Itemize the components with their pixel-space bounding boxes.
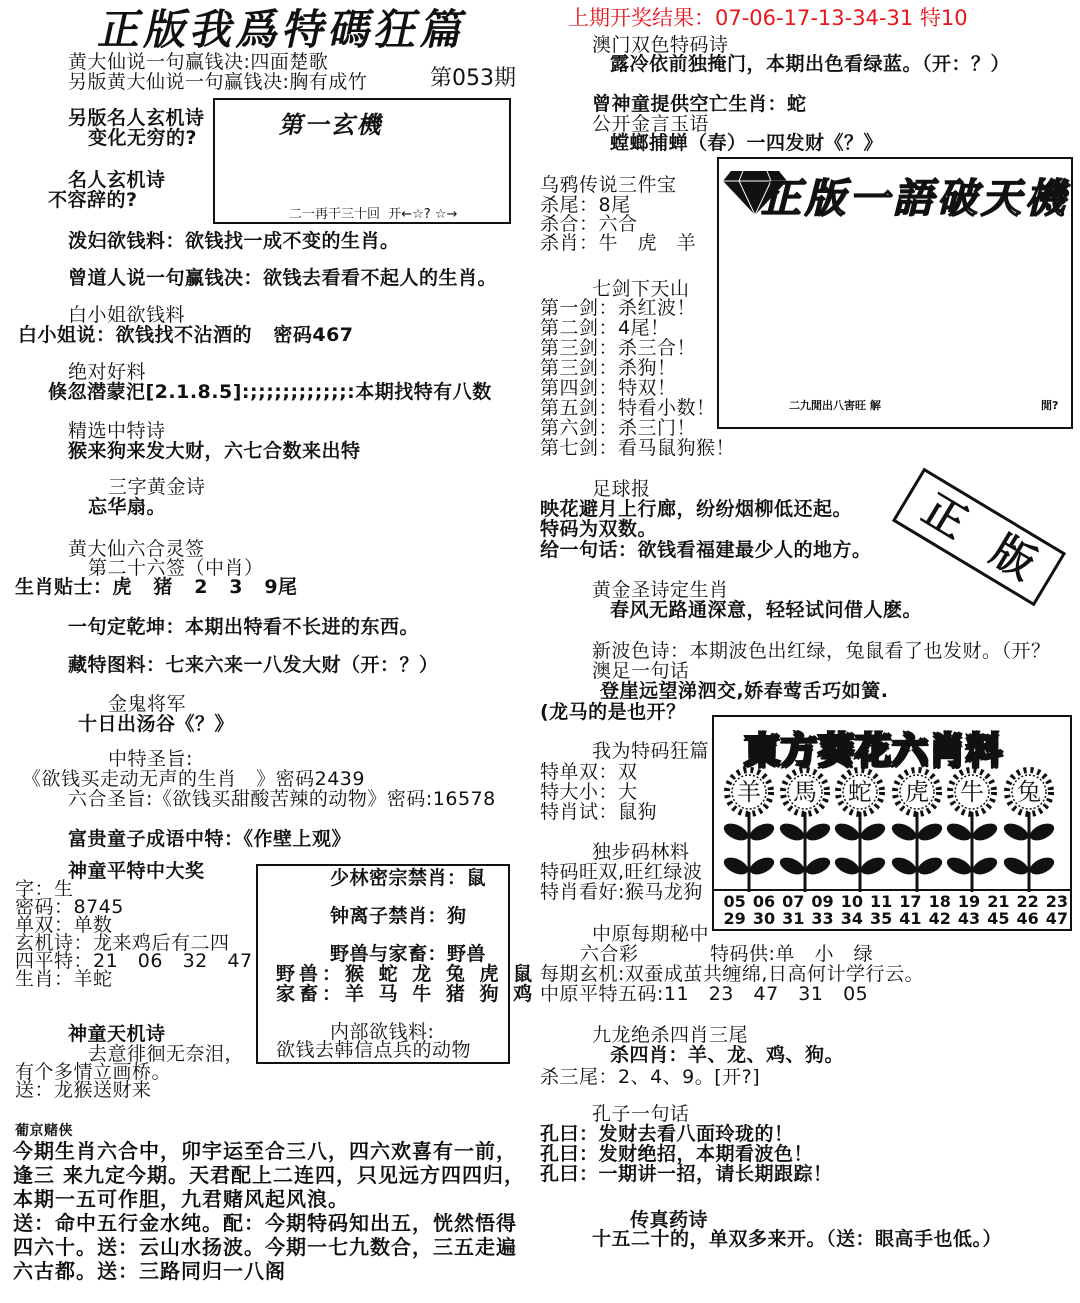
prodigy-poem-line: 去意徘徊无奈泪， — [88, 1043, 245, 1065]
prodigy-line: 密码：8745 — [15, 896, 124, 918]
prodigy-poem-title: 神童天机诗 — [68, 1023, 166, 1045]
alt-poem-title: 另版名人玄机诗 — [68, 107, 205, 129]
shaolin-line: 少林密宗禁肖：鼠 — [330, 867, 487, 889]
shaolin-box — [256, 864, 537, 1064]
liuhe-edict: 六合圣旨:《欲钱买甜酸苦辣的动物》密码:16578 — [68, 788, 496, 810]
three-char-title: 三字黄金诗 — [108, 476, 206, 498]
last-draw-result: 上期开奖结果：07-06-17-13-34-31 特10 — [568, 6, 968, 30]
number-cell: 05 — [723, 892, 746, 911]
pujing-line: 六古都。送：三路同归一八阁 — [13, 1259, 286, 1283]
aozu-title: 澳足一句话 — [592, 660, 690, 682]
lot-tips: 生肖贴士：虎 猪 2 3 9尾 — [15, 576, 298, 598]
good-title: 绝对好料 — [68, 361, 147, 383]
number-cell: 11 — [870, 892, 893, 911]
huang-daxian-line: 黄大仙说一句赢钱决:四面楚歌 — [68, 51, 329, 73]
lot-title: 黄大仙六合灵签 — [68, 538, 205, 560]
tianji-box-title: 正版一語破天機 — [761, 176, 1069, 222]
zeng-tip: 曾道人说一句赢钱决：欲钱去看看不起人的生肖。 — [68, 267, 498, 289]
golden-poem-line: 春风无路通深意，轻轻试问借人麽。 — [610, 599, 923, 621]
sunflower-zodiac: 馬 — [793, 778, 817, 806]
golden-words-line: 螳螂捕蝉（春）一四发财《？》 — [610, 132, 884, 154]
zhongli-line: 钟离子禁肖：狗 — [330, 905, 467, 927]
sword-line: 第六剑：杀三门！ — [540, 417, 697, 439]
edict-line: 《欲钱买走动无声的生肖 》密码2439 — [22, 768, 365, 790]
number-cell: 42 — [928, 909, 951, 928]
xuanji-box-riddle: 二一再干三十回 开←☆? ☆→ — [289, 207, 458, 222]
tianji-box-riddle: 二九閒出八害旺 解 — [789, 399, 881, 412]
sword-line: 第三剑：杀狗！ — [540, 357, 677, 379]
crazy-line: 特大小：大 — [540, 781, 638, 803]
swords-title: 七剑下天山 — [592, 278, 690, 300]
one-line-tip: 一句定乾坤：本期出特看不长进的东西。 — [68, 616, 420, 638]
sunflower-icon — [721, 766, 777, 892]
aozu-line: 登崖远望涕泗交,娇春莺舌巧如簧. — [600, 680, 889, 702]
football-title: 足球报 — [592, 478, 651, 500]
number-cell: 45 — [987, 909, 1010, 928]
number-cell: 23 — [1045, 892, 1069, 911]
number-cell: 30 — [752, 909, 776, 928]
pujing-line: 本期一五可作胆，九君赌风起风浪。 — [13, 1187, 349, 1211]
ghost-line: 十日出汤谷《？》 — [78, 713, 235, 735]
sunflower-icon — [1001, 766, 1057, 892]
select-title: 精选中特诗 — [68, 420, 166, 442]
dubu-title: 独步码林料 — [592, 841, 690, 863]
tianji-box — [717, 157, 1073, 429]
prodigy-line: 字：生 — [15, 878, 74, 900]
inside-line: 欲钱去韩信点兵的动物 — [276, 1039, 472, 1061]
domestic-animals-line: 家畜：羊 马 牛 猪 狗 鸡 — [276, 983, 537, 1005]
sunflower-box-title: 東方葵花六肖料 — [744, 731, 1004, 772]
macau-title: 澳门双色特码诗 — [592, 34, 729, 56]
sword-line: 第三剑：杀三合！ — [540, 337, 697, 359]
dubu-line: 特码旺双,旺红绿波 — [540, 861, 703, 883]
number-cell: 07 — [782, 892, 805, 911]
number-cell: 17 — [899, 892, 922, 911]
sunflower-zodiac: 蛇 — [848, 778, 872, 806]
select-line: 猴来狗来发大财，六七合数来出特 — [68, 440, 361, 462]
football-line: 给一句话：欲钱看福建最少人的地方。 — [540, 539, 872, 561]
ninedragon-kill4: 杀四肖：羊、龙、鸡、狗。 — [610, 1044, 845, 1066]
number-cell: 06 — [752, 892, 776, 911]
xuanji-box — [213, 98, 511, 224]
sword-line: 第四剑：特双！ — [540, 377, 677, 399]
sword-line: 第二剑：4尾！ — [540, 317, 670, 339]
zhongyuan-title: 中原每期秘中 — [592, 923, 710, 945]
prodigy-poem-line: 有个多情立画桥。 — [15, 1061, 172, 1083]
prodigy-line: 四平特：21 06 32 47 — [15, 950, 253, 972]
ninedragon-title: 九龙绝杀四肖三尾 — [592, 1024, 749, 1046]
wave-poem: 新波色诗：本期波色出红绿，兔鼠看了也发财。（开？ — [592, 640, 1051, 662]
issue-number: 第053期 — [430, 66, 516, 91]
sunflower-icon — [944, 766, 1000, 892]
edict-title: 中特圣旨: — [108, 748, 193, 770]
number-cell: 22 — [1016, 892, 1039, 911]
bai-line: 白小姐说：欲钱找不沾酒的 密码467 — [18, 324, 354, 346]
macau-line: 露冷依前独掩门，本期出色看绿蓝。（开：？） — [610, 53, 1011, 75]
zeng-prodigy-line: 曾神童提供空亡生肖：蛇 — [592, 93, 807, 115]
ninedragon-kill3: 杀三尾：2、4、9。[开?] — [540, 1066, 761, 1088]
authentic-stamp — [892, 468, 1066, 607]
alt-poem-line: 变化无穷的? — [88, 127, 198, 149]
number-cell: 47 — [1045, 909, 1069, 928]
number-cell: 21 — [987, 892, 1010, 911]
prodigy-line: 单双：单数 — [15, 914, 113, 936]
number-cell: 34 — [840, 909, 863, 928]
number-cell: 09 — [811, 892, 834, 911]
hidden-tip: 藏特图料：七来六来一八发大财（开：？） — [68, 654, 439, 676]
stamp-char: 版 — [982, 525, 1045, 589]
number-cell: 29 — [723, 909, 746, 928]
pujing-title: 葡京赌侠 — [15, 1123, 73, 1139]
crow-title: 乌鸦传说三件宝 — [540, 174, 677, 196]
lot-sub: 第二十六签（中肖） — [88, 557, 264, 579]
bai-title: 白小姐欲钱料 — [68, 304, 186, 326]
crazy-line: 特肖试：鼠狗 — [540, 801, 658, 823]
number-cell: 10 — [840, 892, 863, 911]
zhongyuan-liuhecai: 六合彩 — [580, 943, 639, 965]
number-cell: 35 — [870, 909, 893, 928]
golden-words-title: 公开金言玉语 — [592, 113, 710, 135]
number-cell: 18 — [928, 892, 951, 911]
number-cell: 31 — [782, 909, 805, 928]
shrew-tip: 泼妇欲钱料：欲钱找一成不变的生肖。 — [68, 230, 400, 252]
number-cell: 33 — [811, 909, 834, 928]
zhongyuan-special: 特码供:单 小 绿 — [710, 943, 874, 965]
sunflower-zodiac: 兔 — [1017, 778, 1041, 806]
football-line: 特码为双数。 — [540, 518, 658, 540]
pujing-line: 送：命中五行金水纯。配：今期特码知出五，恍然悟得 — [13, 1211, 517, 1235]
sunflower-icon — [832, 766, 888, 892]
poem-title: 名人玄机诗 — [68, 169, 166, 191]
crow-line: 杀肖：牛 虎 羊 — [540, 232, 697, 254]
zhongyuan-mystery: 每期玄机:双蚕成茧共缠绵,日高何计学行云。 — [540, 963, 924, 985]
good-line: 倏忽潜蒙汜[2.1.8.5]:;;;;;;;;;;;;:本期找特有八数 — [48, 381, 492, 403]
sunflower-zodiac: 虎 — [905, 778, 929, 806]
number-cell: 19 — [957, 892, 981, 911]
confucius-line: 孔曰：一期讲一招，请长期跟踪！ — [540, 1163, 833, 1185]
xuanji-box-title: 第一玄機 — [277, 111, 388, 139]
golden-poem-title: 黄金圣诗定生肖 — [592, 579, 729, 601]
wild-animals-line: 野兽：猴 蛇 龙 兔 虎 鼠 — [276, 963, 537, 985]
prodigy-line: 生肖：羊蛇 — [15, 968, 113, 990]
sword-line: 第一剑：杀红波！ — [540, 297, 697, 319]
divider — [714, 889, 1070, 891]
fax-title: 传真药诗 — [630, 1209, 709, 1231]
aozu-note: (龙马的是也开？ — [540, 701, 686, 723]
confucius-title: 孔子一句话 — [592, 1103, 690, 1125]
tianji-box-question: 閒? — [1041, 399, 1059, 412]
prodigy-line: 玄机诗：龙来鸡后有二四 — [15, 932, 230, 954]
sunflower-zodiac: 牛 — [960, 778, 984, 806]
stamp-char: 正 — [914, 484, 976, 548]
crow-line: 杀合：六合 — [540, 213, 638, 235]
crazy-line: 特单双：双 — [540, 761, 638, 783]
crazy-title: 我为特码狂篇 — [592, 740, 710, 762]
dubu-line: 特肖看好:猴马龙狗 — [540, 881, 703, 903]
poem-line: 不容辞的? — [48, 189, 138, 211]
number-cell: 46 — [1016, 909, 1039, 928]
pujing-line: 逢三 来九定今期。天君配上二连四，只见远方四四归， — [13, 1163, 525, 1187]
confucius-line: 孔曰：发财去看八面玲珑的！ — [540, 1123, 794, 1145]
confucius-line: 孔曰：发财绝招，本期看波色！ — [540, 1143, 814, 1165]
sword-line: 第五剑：特看小数！ — [540, 397, 716, 419]
sunflower-zodiac: 羊 — [737, 778, 761, 806]
crow-line: 杀尾：8尾 — [540, 194, 631, 216]
huang-daxian-alt-line: 另版黄大仙说一句赢钱决:胸有成竹 — [68, 71, 368, 93]
masthead-title: 正版我爲特碼狂篇 — [94, 5, 474, 54]
sunflower-box — [712, 715, 1072, 931]
zhongyuan-five-codes: 中原平特五码:11 23 47 31 05 — [540, 983, 869, 1005]
inside-title: 内部欲钱料: — [330, 1021, 435, 1043]
prodigy-poem-line: 送：龙猴送财来 — [15, 1079, 152, 1101]
pujing-line: 四六十。送：云山水扬波。今期一七九数合，三五走遍 — [13, 1235, 517, 1259]
number-cell: 41 — [899, 909, 922, 928]
numbers-row-2 — [720, 910, 1072, 928]
sunflower-icon — [777, 766, 833, 892]
fax-line: 十五二十的，单双多来开。（送：眼高手也低。） — [592, 1228, 1003, 1250]
sunflower-icon — [889, 766, 945, 892]
football-line: 映花避月上行廊，纷纷烟柳低还起。 — [540, 498, 853, 520]
idiom-tip: 富贵童子成语中特：《作壁上观》 — [68, 828, 352, 850]
prodigy-title: 神童平特中大奖 — [68, 860, 205, 882]
ghost-title: 金鬼将军 — [108, 693, 187, 715]
pujing-line: 今期生肖六合中，卯宇运至合三八，四六欢喜有一前， — [13, 1139, 517, 1163]
sword-line: 第七剑：看马鼠狗猴！ — [540, 437, 736, 459]
number-cell: 43 — [957, 909, 981, 928]
wild-domestic-line: 野兽与家畜：野兽 — [330, 943, 487, 965]
three-char-line: 忘华扇。 — [88, 496, 167, 518]
